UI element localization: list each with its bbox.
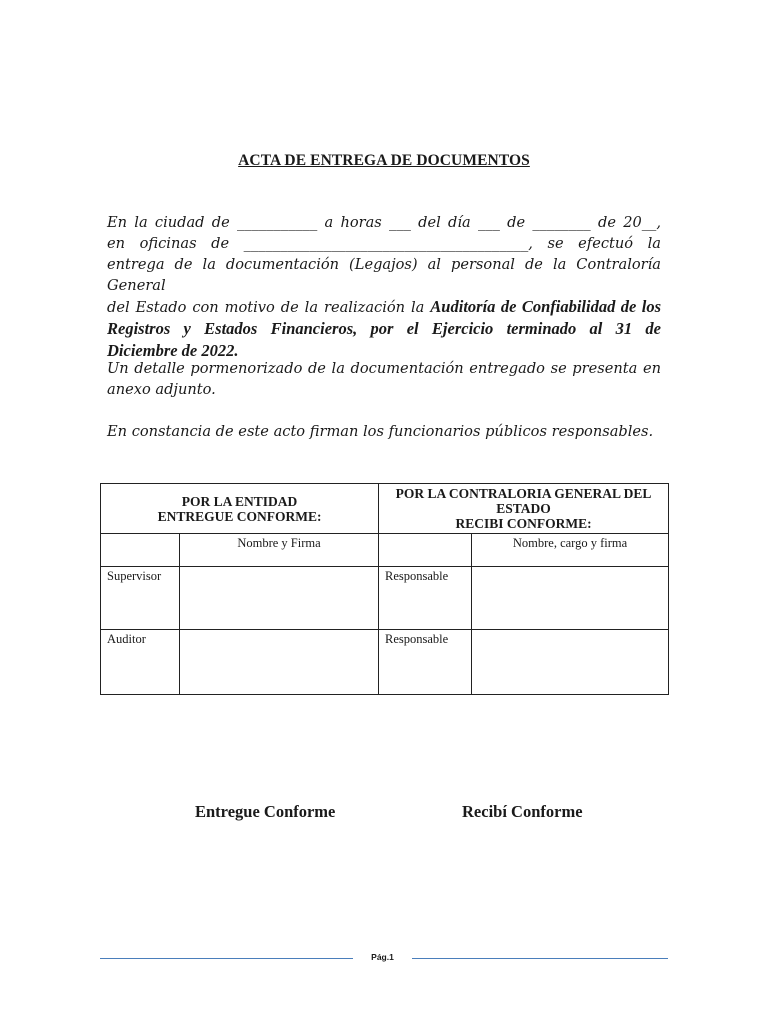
intro-line-4	[107, 296, 661, 318]
page-number: Pág.1	[371, 952, 394, 962]
paragraph-constancy	[107, 421, 661, 442]
header-entity	[101, 484, 379, 534]
intro-line-5	[107, 318, 661, 340]
signature-cell-responsible-2[interactable]	[472, 630, 669, 695]
table-row	[101, 630, 669, 695]
subheader-empty-right	[379, 534, 472, 567]
detail-line-1: Un detalle pormenorizado de la documentación entregado se presenta en	[107, 360, 661, 377]
signature-label-received: Recibí Conforme	[462, 802, 583, 821]
subheader-name-role-signature: Nombre, cargo y firma	[472, 534, 669, 567]
intro-line-1: En la ciudad de ___________ a horas ___ del día ___ de ________ de 20__,	[107, 214, 661, 231]
table-header-row	[101, 484, 669, 534]
table-row	[101, 567, 669, 630]
audit-name-part-1: Auditoría de Confiabilidad de los	[430, 297, 662, 316]
table-subheader-row	[101, 534, 669, 567]
paragraph-detail	[107, 358, 661, 400]
footer-divider-right	[412, 958, 668, 959]
audit-name-part-2: Registros y Estados Financieros, por el Ejercicio terminado al 31 de	[107, 319, 661, 338]
signature-cell-supervisor[interactable]	[180, 567, 379, 630]
signature-table	[100, 483, 669, 695]
header-entity-line-2: ENTREGUE CONFORME:	[157, 508, 322, 524]
row-label-responsible: Responsable	[379, 567, 472, 630]
intro-line-3: entrega de la documentación (Legajos) al personal de la Contraloría General	[107, 256, 661, 294]
signature-cell-auditor[interactable]	[180, 630, 379, 695]
footer-divider-left	[100, 958, 353, 959]
audit-name-part-3: Diciembre de 2022.	[107, 341, 239, 360]
header-contraloria-line-1: POR LA CONTRALORIA GENERAL DEL	[395, 486, 652, 501]
header-contraloria	[379, 484, 669, 534]
intro-line-4-normal: del Estado con motivo de la realización la	[107, 299, 431, 316]
subheader-name-signature: Nombre y Firma	[180, 534, 379, 567]
intro-line-2: en oficinas de _______________________________________, se efectuó la	[107, 235, 661, 252]
subheader-empty-left	[101, 534, 180, 567]
header-contraloria-line-2: ESTADO	[496, 501, 551, 516]
constancy-line: En constancia de este acto firman los funcionarios públicos responsables.	[107, 423, 654, 440]
signature-cell-responsible[interactable]	[472, 567, 669, 630]
detail-line-2: anexo adjunto.	[107, 381, 216, 398]
signature-label-delivered: Entregue Conforme	[195, 802, 336, 821]
paragraph-intro	[107, 212, 661, 362]
row-label-responsible-2: Responsable	[379, 630, 472, 695]
header-contraloria-line-3: RECIBI CONFORME:	[455, 516, 592, 531]
header-entity-line-1: POR LA ENTIDAD	[181, 493, 298, 509]
row-label-auditor: Auditor	[101, 630, 180, 695]
document-title: ACTA DE ENTREGA DE DOCUMENTOS	[238, 152, 530, 169]
row-label-supervisor: Supervisor	[101, 567, 180, 630]
